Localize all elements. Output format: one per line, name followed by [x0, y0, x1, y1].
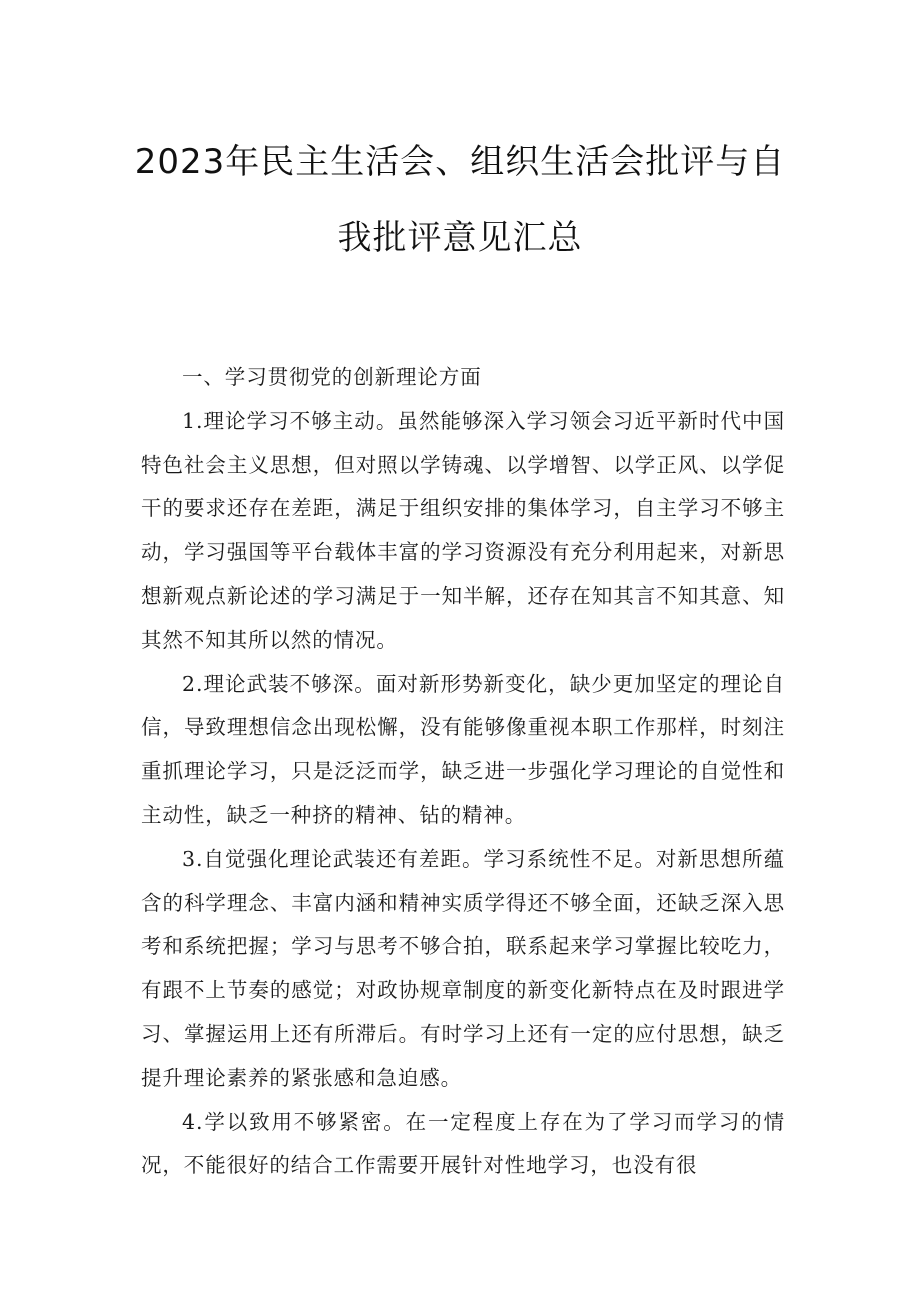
section-heading: 一、学习贯彻党的创新理论方面: [182, 365, 482, 389]
document-body: [141, 356, 785, 1188]
paragraph-4: 4.学以致用不够紧密。在一定程度上存在为了学习而学习的情况，不能很好的结合工作需要开展针对性地学习，也没有很: [141, 1109, 785, 1178]
paragraph-2: 2.理论武装不够深。面对新形势新变化，缺少更加坚定的理论自信，导致理想信念出现松懈，没有能够像重视本职工作那样，时刻注重抓理论学习，只是泛泛而学，缺乏进一步强化学习理论的自觉性和主动性，缺乏一种挤的精神、钻的精神。: [141, 671, 785, 827]
paragraph-3: 3.自觉强化理论武装还有差距。学习系统性不足。对新思想所蕴含的科学理念、丰富内涵和精神实质学得还不够全面，还缺乏深入思考和系统把握；学习与思考不够合拍，联系起来学习掌握比较吃力，有跟不上节奏的感觉；对政协规章制度的新变化新特点在及时跟进学习、掌握运用上还有所滞后。有时学习上还有一定的应付思想，缺乏提升理论素养的紧张感和急迫感。: [141, 846, 785, 1090]
paragraph-1: 1.理论学习不够主动。虽然能够深入学习领会习近平新时代中国特色社会主义思想，但对照以学铸魂、以学增智、以学正风、以学促干的要求还存在差距，满足于组织安排的集体学习，自主学习不够主动，学习强国等平台载体丰富的学习资源没有充分利用起来，对新思想新观点新论述的学习满足于一知半解，还存在知其言不知其意、知其然不知其所以然的情况。: [141, 408, 785, 652]
document-title-line-2: 我批评意见汇总: [337, 218, 583, 258]
document-title-line-1: 2023年民主生活会、组织生活会批评与自: [134, 142, 786, 182]
